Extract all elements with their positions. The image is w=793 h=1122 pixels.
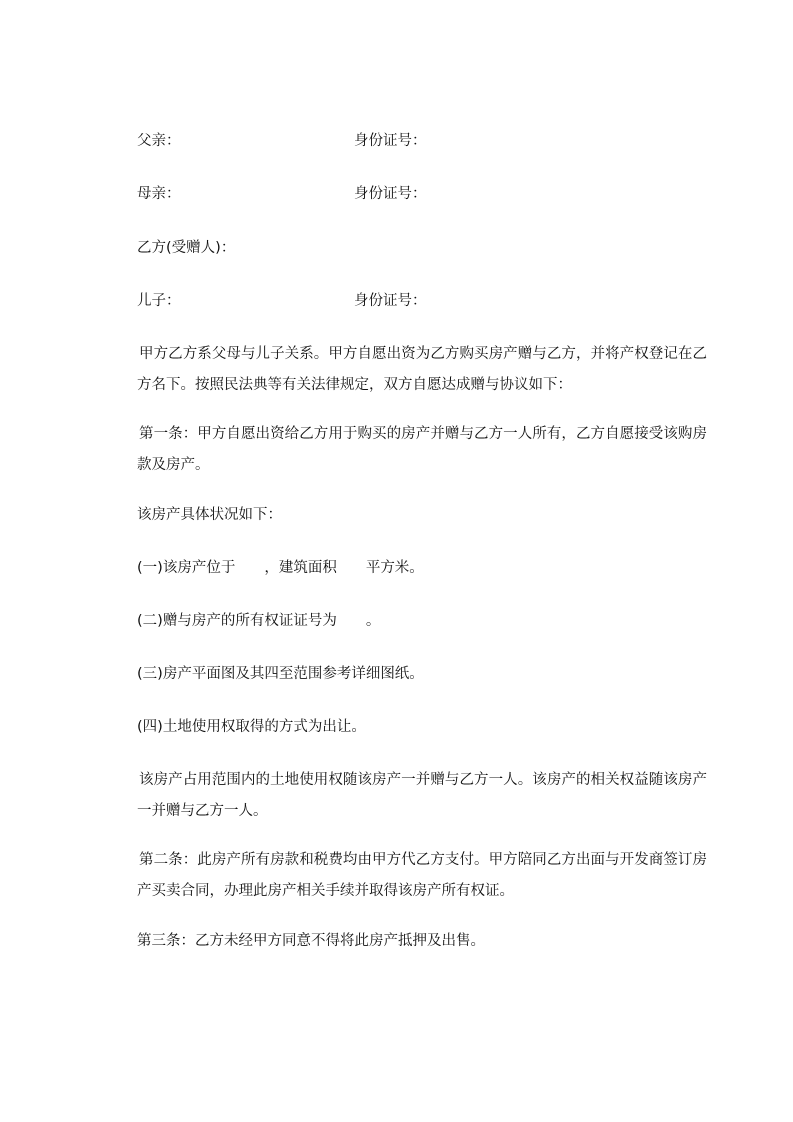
father-id-label: 身份证号： — [354, 133, 427, 149]
party-b-label: 乙方(受赠人)： — [137, 240, 236, 256]
property-intro: 该房产具体状况如下： — [137, 507, 282, 523]
property-item-3: (三)房产平面图及其四至范围参考详细图纸。 — [137, 666, 424, 682]
father-label: 父亲： — [137, 133, 181, 149]
article-1: 第一条：甲方自愿出资给乙方用于购买的房产并赠与乙方一人所有，乙方自愿接受该购房款及房产。 — [137, 426, 707, 473]
mother-label: 母亲： — [137, 186, 181, 202]
property-item-4: (四)土地使用权取得的方式为出让。 — [137, 719, 366, 735]
property-item-1: (一)该房产位于 ，建筑面积 平方米。 — [137, 560, 424, 576]
son-id-label: 身份证号： — [354, 293, 427, 309]
mother-row — [137, 185, 427, 203]
intro-paragraph: 甲方乙方系父母与儿子关系。甲方自愿出资为乙方购买房产赠与乙方，并将产权登记在乙方名下。按照民法典等有关法律规定，双方自愿达成赠与协议如下： — [137, 346, 707, 393]
property-item-2: (二)赠与房产的所有权证证号为 。 — [137, 613, 381, 629]
son-row — [137, 292, 427, 310]
mother-id-label: 身份证号： — [354, 186, 427, 202]
party-b-row — [137, 239, 235, 257]
father-row — [137, 132, 427, 150]
article-3: 第三条：乙方未经甲方同意不得将此房产抵押及出售。 — [137, 933, 485, 949]
land-use-paragraph: 该房产占用范围内的土地使用权随该房产一并赠与乙方一人。该房产的相关权益随该房产一并赠与乙方一人。 — [137, 772, 707, 819]
article-2: 第二条：此房产所有房款和税费均由甲方代乙方支付。甲方陪同乙方出面与开发商签订房产买卖合同，办理此房产相关手续并取得该房产所有权证。 — [137, 852, 707, 899]
son-label: 儿子： — [137, 293, 181, 309]
